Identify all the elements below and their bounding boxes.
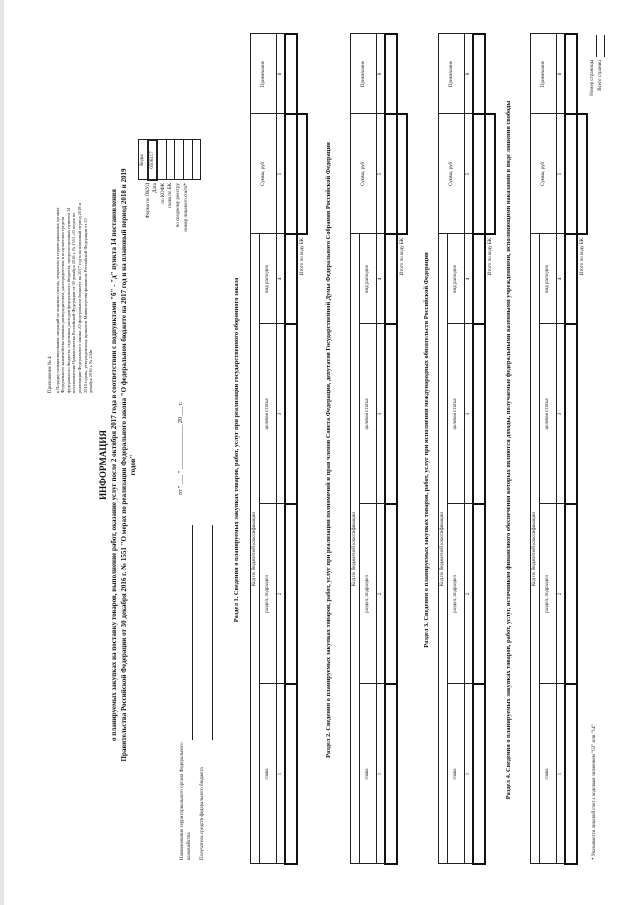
codes-labels xyxy=(138,183,191,275)
s1-group-header: Код по бюджетной классификации xyxy=(251,234,260,864)
s3-total-empty xyxy=(485,34,495,114)
page-number-line xyxy=(596,35,597,57)
page-number-label: Номер страницы xyxy=(590,60,595,96)
label-territorial-body: Наименование территориального органа Федерального казначейства xyxy=(180,742,192,860)
s4-col-razdel: раздел, подраздел xyxy=(540,504,557,684)
s4-data-celevaya[interactable] xyxy=(565,324,577,504)
s1-col-celevaya: целевая статья xyxy=(260,324,277,504)
s1-num-1: 1 xyxy=(277,684,286,864)
s3-data-celevaya[interactable] xyxy=(473,324,485,504)
s1-data-glava[interactable] xyxy=(285,684,297,864)
s2-num-5: 5 xyxy=(377,114,386,234)
annex-title: Приложение № 4 xyxy=(48,356,53,393)
s2-col-celevaya: целевая статья xyxy=(360,324,377,504)
s1-col-note: Примечание xyxy=(251,34,277,114)
s3-num-5: 5 xyxy=(465,114,474,234)
codes-box xyxy=(138,139,201,181)
s4-col-glava: глава xyxy=(540,684,557,864)
s2-col-note: Примечание xyxy=(351,34,377,114)
s4-col-celevaya: целевая статья xyxy=(540,324,557,504)
kofk-code-cell[interactable] xyxy=(166,140,175,180)
s1-total-label: Итого по коду БК xyxy=(299,237,305,276)
s4-num-2: 2 xyxy=(557,504,566,684)
s4-num-6: 6 xyxy=(557,34,566,114)
s1-data-celevaya[interactable] xyxy=(285,324,297,504)
s2-data-note[interactable] xyxy=(385,34,397,114)
account-label: номер лицевого счета* xyxy=(183,183,189,232)
s2-group-header: Код по бюджетной классификации xyxy=(351,234,360,864)
s4-num-4: 4 xyxy=(557,234,566,324)
s1-num-6: 6 xyxy=(277,34,286,114)
footnote: * Указывается лицевой счет с кодовым значением "03" или "14" xyxy=(592,724,597,860)
s4-col-sum: Сумма, руб xyxy=(531,114,557,234)
s3-col-glava: глава xyxy=(448,684,465,864)
s3-num-4: 4 xyxy=(465,234,474,324)
s2-col-sum: Сумма, руб xyxy=(351,114,377,234)
s1-col-sum: Сумма, руб xyxy=(251,114,277,234)
s3-num-3: 3 xyxy=(465,324,474,504)
s2-col-razdel: раздел, подраздел xyxy=(360,504,377,684)
section-1-title: Раздел 1. Сведения о планируемых закупках товаров, работ, услуг при реализации государственного оборонного заказа xyxy=(233,277,240,623)
s1-total-empty xyxy=(297,34,307,114)
section-2-title: Раздел 2. Сведения о планируемых закупках товаров, работ, услуг при реализации полномочий и прав членов Совета Федерации, депутатов Государственной Думы Федерального Собрания Российской Федерации xyxy=(325,142,332,758)
s1-data-sum[interactable] xyxy=(285,114,297,234)
s2-num-3: 3 xyxy=(377,324,386,504)
s2-col-glava: глава xyxy=(360,684,377,864)
s3-data-glava[interactable] xyxy=(473,684,485,864)
s3-num-1: 1 xyxy=(465,684,474,864)
annex-text: к Порядку санкционирования операций по лицевым счетам, открытым в территориальных органах Федерального казначейства главным распорядителям, распорядителям и получателям средств федерального бюджета, отдельных расходов федерального бюджета, предусмотренных пунктом 14 постановления Правительства Российской Федерации от 30 декабря 2016 г. № 1551 «О мерах по реализации Федерального закона «О федеральном бюджете на 2017 год и на плановый период 2018 и 2019 годов», утвержденному приказом Министерства финансов Российской Федерации от 23 декабря 2016 г. № 234н xyxy=(54,203,94,393)
s2-data-sum[interactable] xyxy=(385,114,397,234)
s3-total-sum[interactable] xyxy=(485,114,495,234)
annex-block xyxy=(48,203,94,393)
s2-data-celevaya[interactable] xyxy=(385,324,397,504)
section-4-title: Раздел 4. Сведения о планируемых закупках товаров, работ, услуг, источником финансового обеспечения которых являются доходы, получаемые федеральными казенными учреждениями, исполняющими наказания в виде лишения свободы xyxy=(505,100,512,800)
s1-data-note[interactable] xyxy=(285,34,297,114)
s3-col-celevaya: целевая статья xyxy=(448,324,465,504)
s2-total-label: Итого по коду БК xyxy=(399,237,405,276)
registry-label: по сводному реестру xyxy=(175,183,181,228)
s4-col-note: Примечание xyxy=(531,34,557,114)
s4-num-1: 1 xyxy=(557,684,566,864)
s4-total-empty xyxy=(577,34,587,114)
codes-header-spacer xyxy=(138,183,146,275)
s4-total-label: Итого по коду БК xyxy=(579,237,585,276)
territorial-body-line xyxy=(192,525,193,740)
s1-col-glava: глава xyxy=(260,684,277,864)
s2-data-vid[interactable] xyxy=(385,234,397,324)
s3-col-razdel: раздел, подраздел xyxy=(448,504,465,684)
s1-num-4: 4 xyxy=(277,234,286,324)
s4-data-sum[interactable] xyxy=(565,114,577,234)
form-okud-label: Форма по ОКУД xyxy=(145,183,151,219)
s3-group-header: Код по бюджетной классификации xyxy=(439,234,448,864)
glava-bk-label: глава по БК xyxy=(168,183,174,208)
s1-total-sum[interactable] xyxy=(297,114,307,234)
date-label: Дата xyxy=(153,183,159,193)
s4-group-header: Код по бюджетной классификации xyxy=(531,234,540,864)
date-line: от " ___ " _______________ 20 ___ г. xyxy=(178,401,184,495)
section-3-title: Раздел 3. Сведения о планируемых закупках товаров, работ, услуг при исполнении международных обязательств Российской Федерации xyxy=(423,252,430,648)
s3-col-note: Примечание xyxy=(439,34,465,114)
registry-code-cell[interactable] xyxy=(183,140,192,180)
section-4-table xyxy=(530,33,588,865)
label-recipient: Получатель средств федерального бюджета xyxy=(200,767,205,860)
s1-num-5: 5 xyxy=(277,114,286,234)
s1-col-vid: вид расходов xyxy=(260,234,277,324)
document-subtitle: о планируемых закупках на поставку товаров, выполнение работ, оказание услуг после 2 октября 2017 года в соответствии с подпунктами "б" - "д" пункта 14 постановления Правительства Российской Федерации от 30 декабря 2016 г. № 1551 "О мерах по реализации Федерального закона "О федеральном бюджете на 2017 год и на плановый период 2018 и 2019 годов" xyxy=(110,168,138,762)
glava-code-cell[interactable] xyxy=(175,140,184,180)
s4-num-5: 5 xyxy=(557,114,566,234)
s2-col-vid: вид расходов xyxy=(360,234,377,324)
section-1-table xyxy=(250,33,308,865)
s2-total-sum[interactable] xyxy=(397,114,407,234)
s3-data-razdel[interactable] xyxy=(473,504,485,684)
s1-col-razdel: раздел, подраздел xyxy=(260,504,277,684)
s3-total-label: Итого по коду БК xyxy=(487,237,493,276)
s2-num-4: 4 xyxy=(377,234,386,324)
s1-data-vid[interactable] xyxy=(285,234,297,324)
date-code-cell[interactable] xyxy=(157,140,166,180)
s3-data-vid[interactable] xyxy=(473,234,485,324)
s4-data-glava[interactable] xyxy=(565,684,577,864)
s4-data-vid[interactable] xyxy=(565,234,577,324)
recipient-line xyxy=(212,525,213,740)
form-code-cell: 0506117 xyxy=(148,140,158,180)
s4-data-razdel[interactable] xyxy=(565,504,577,684)
s1-num-3: 3 xyxy=(277,324,286,504)
s3-data-note[interactable] xyxy=(473,34,485,114)
s4-num-3: 3 xyxy=(557,324,566,504)
document-title: ИНФОРМАЦИЯ xyxy=(98,430,108,500)
s2-num-1: 1 xyxy=(377,684,386,864)
s4-col-vid: вид расходов xyxy=(540,234,557,324)
account-code-cell[interactable] xyxy=(192,140,201,180)
section-3-table xyxy=(438,33,496,865)
pages-total-label: Всего страниц xyxy=(598,60,603,91)
s3-data-sum[interactable] xyxy=(473,114,485,234)
s2-num-6: 6 xyxy=(377,34,386,114)
s4-data-note[interactable] xyxy=(565,34,577,114)
s3-col-sum: Сумма, руб xyxy=(439,114,465,234)
s4-total-sum[interactable] xyxy=(577,114,587,234)
pages-total-line xyxy=(604,35,605,57)
s3-col-vid: вид расходов xyxy=(448,234,465,324)
s2-data-glava[interactable] xyxy=(385,684,397,864)
s2-num-2: 2 xyxy=(377,504,386,684)
s1-data-razdel[interactable] xyxy=(285,504,297,684)
s3-num-2: 2 xyxy=(465,504,474,684)
s3-num-6: 6 xyxy=(465,34,474,114)
section-2-table xyxy=(350,33,408,865)
codes-header: Коды xyxy=(139,140,148,180)
s2-total-empty xyxy=(397,34,407,114)
kofk-label: по КОФК xyxy=(160,183,166,204)
s1-num-2: 2 xyxy=(277,504,286,684)
s2-data-razdel[interactable] xyxy=(385,504,397,684)
